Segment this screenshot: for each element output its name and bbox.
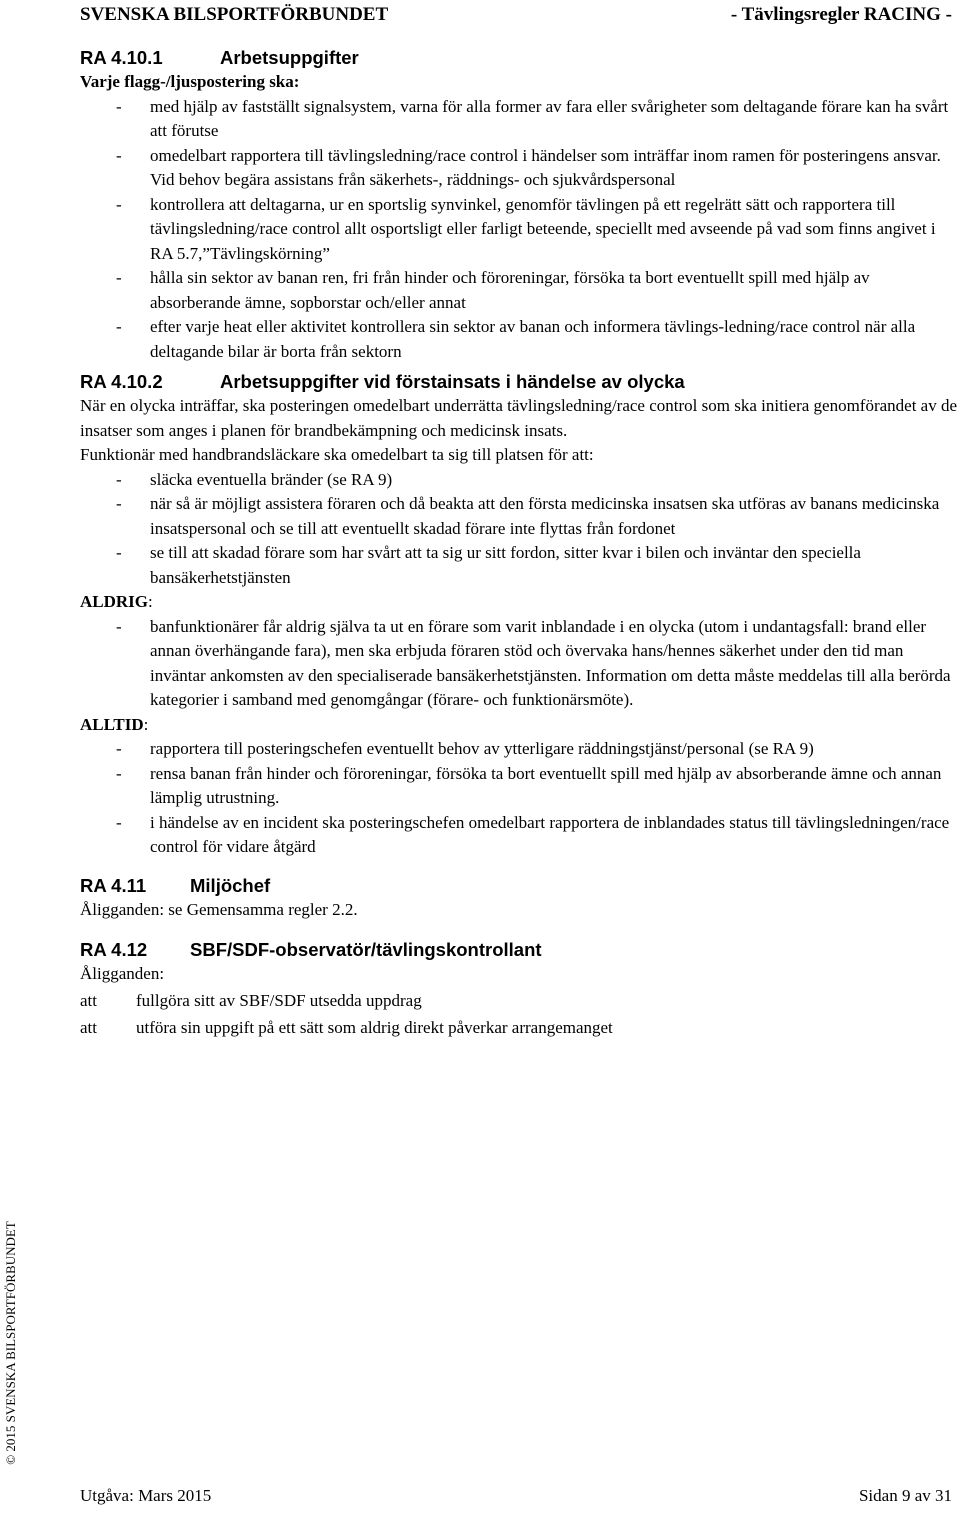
alltid-heading xyxy=(80,713,958,738)
paragraph: Funktionär med handbrandsläckare ska omedelbart ta sig till platsen för att: xyxy=(80,445,594,464)
list-item: - omedelbart rapportera till tävlingsledning/race control i händelser som inträffar inom ramen för posteringens ansvar. Vid behov begära assistans från säkerhets-, räddnings- och sjukvårdspersonal xyxy=(80,144,958,193)
list-item: - se till att skadad förare som har svårt att ta sig ur sitt fordon, sitter kvar i bilen och inväntar den speciella bansäkerhetstjänsten xyxy=(80,541,958,590)
section-heading-4-12 xyxy=(80,938,958,962)
list-item: - kontrollera att deltagarna, ur en sportslig synvinkel, genomför tävlingen på ett regelrätt sätt och rapportera till tävlingsledning/race control allt osportsligt eller farligt beteende, speciellt med avseende på vad som finns angivet i RA 5.7,”Tävlingskörning” xyxy=(80,193,958,267)
section-title: SBF/SDF-observatör/tävlingskontrollant xyxy=(190,939,542,960)
alltid-label: ALLTID xyxy=(80,714,144,734)
list-item: - rensa banan från hinder och föroreningar, försöka ta bort eventuellt spill med hjälp av absorberande ämne och annan lämplig utrustning. xyxy=(80,762,958,811)
duty-text: fullgöra sitt av SBF/SDF utsedda uppdrag xyxy=(136,990,422,1010)
list-item: - banfunktionärer får aldrig själva ta ut en förare som varit inblandade i en olycka (utom i undantagsfall: brand eller annan överhängande fara), men ska erbjuda föraren stöd och övervaka hans/hennes säkerhet under den tid man inväntar ankomsten av den specialiserade bansäkerhetstjänsten. Information om detta måste meddelas till alla berörda kategorier i samband med genomgångar (förare- och funktionärsmöte). xyxy=(80,615,958,713)
list-item: - hålla sin sektor av banan ren, fri från hinder och föroreningar, försöka ta bort eventuellt spill med hjälp av absorberande ämne, sopborstar och/eller annat xyxy=(80,266,958,315)
aldrig-label: ALDRIG xyxy=(80,592,149,611)
alltid-colon: : xyxy=(143,714,149,734)
section-number: RA 4.10.1 xyxy=(80,47,163,68)
section-lead: Varje flagg-/ljuspostering ska: xyxy=(80,72,300,91)
duty-row xyxy=(80,989,958,1014)
aldrig-list xyxy=(80,615,958,713)
section-number: RA 4.12 xyxy=(80,939,148,960)
copyright-side-text xyxy=(0,1208,22,1478)
section-title: Miljöchef xyxy=(190,874,271,896)
copyright-text: © 2015 SVENSKA BILSPORTFÖRBUNDET xyxy=(3,1221,18,1465)
duty-prefix: att xyxy=(80,990,97,1010)
header-document-title: - Tävlingsregler RACING - xyxy=(730,4,952,25)
aldrig-heading xyxy=(80,590,958,615)
section-heading-4-11 xyxy=(80,874,958,898)
section-number: RA 4.11 xyxy=(80,874,147,896)
section-heading-4-10-2 xyxy=(80,370,958,394)
list-item: - med hjälp av fastställt signalsystem, varna för alla former av fara eller svårigheter som deltagande förare kan ha svårt att förutse xyxy=(80,95,958,144)
edition-label: Utgåva: Mars 2015 xyxy=(80,1486,212,1505)
paragraph: Åligganden: se Gemensamma regler 2.2. xyxy=(80,899,358,919)
duty-prefix: att xyxy=(80,1018,97,1037)
section-heading-4-10-1 xyxy=(80,46,958,70)
page-header xyxy=(80,4,952,30)
section-title: Arbetsuppgifter xyxy=(220,47,359,68)
page-number: Sidan 9 av 31 xyxy=(858,1486,952,1505)
duty-row xyxy=(80,1016,958,1041)
list-item: - efter varje heat eller aktivitet kontrollera sin sektor av banan och informera tävlings-ledning/race control när alla deltagande bilar är borta från sektorn xyxy=(80,315,958,364)
list-item: - rapportera till posteringschefen eventuellt behov av ytterligare räddningstjänst/personal (se RA 9) xyxy=(80,737,958,762)
extinguisher-duties-list xyxy=(80,468,958,591)
paragraph: När en olycka inträffar, ska posteringen omedelbart underrätta tävlingsledning/race control som ska initiera genomförandet av de insatser som anges i planen för brandbekämpning och medicinsk insats. xyxy=(80,396,958,440)
section-title: Arbetsuppgifter vid förstainsats i händelse av olycka xyxy=(220,371,685,392)
document-body xyxy=(80,46,958,1041)
duties-list xyxy=(80,95,958,365)
list-item: - släcka eventuella bränder (se RA 9) xyxy=(80,468,958,493)
duty-text: utföra sin uppgift på ett sätt som aldrig direkt påverkar arrangemanget xyxy=(136,1018,613,1037)
list-item: - i händelse av en incident ska posteringschefen omedelbart rapportera de inblandades status till tävlingsledningen/race control för vidare åtgärd xyxy=(80,811,958,860)
page-footer xyxy=(80,1486,952,1506)
aldrig-colon: : xyxy=(148,592,153,611)
list-item: - när så är möjligt assistera föraren och då beakta att den första medicinska insatsen ska utföras av banans medicinska insatspersonal och se till att eventuellt skadad förare inte flyttas från fordonet xyxy=(80,492,958,541)
section-number: RA 4.10.2 xyxy=(80,371,163,392)
header-organization: SVENSKA BILSPORTFÖRBUNDET xyxy=(80,4,389,25)
section-lead: Åligganden: xyxy=(80,964,165,983)
alltid-list xyxy=(80,737,958,860)
